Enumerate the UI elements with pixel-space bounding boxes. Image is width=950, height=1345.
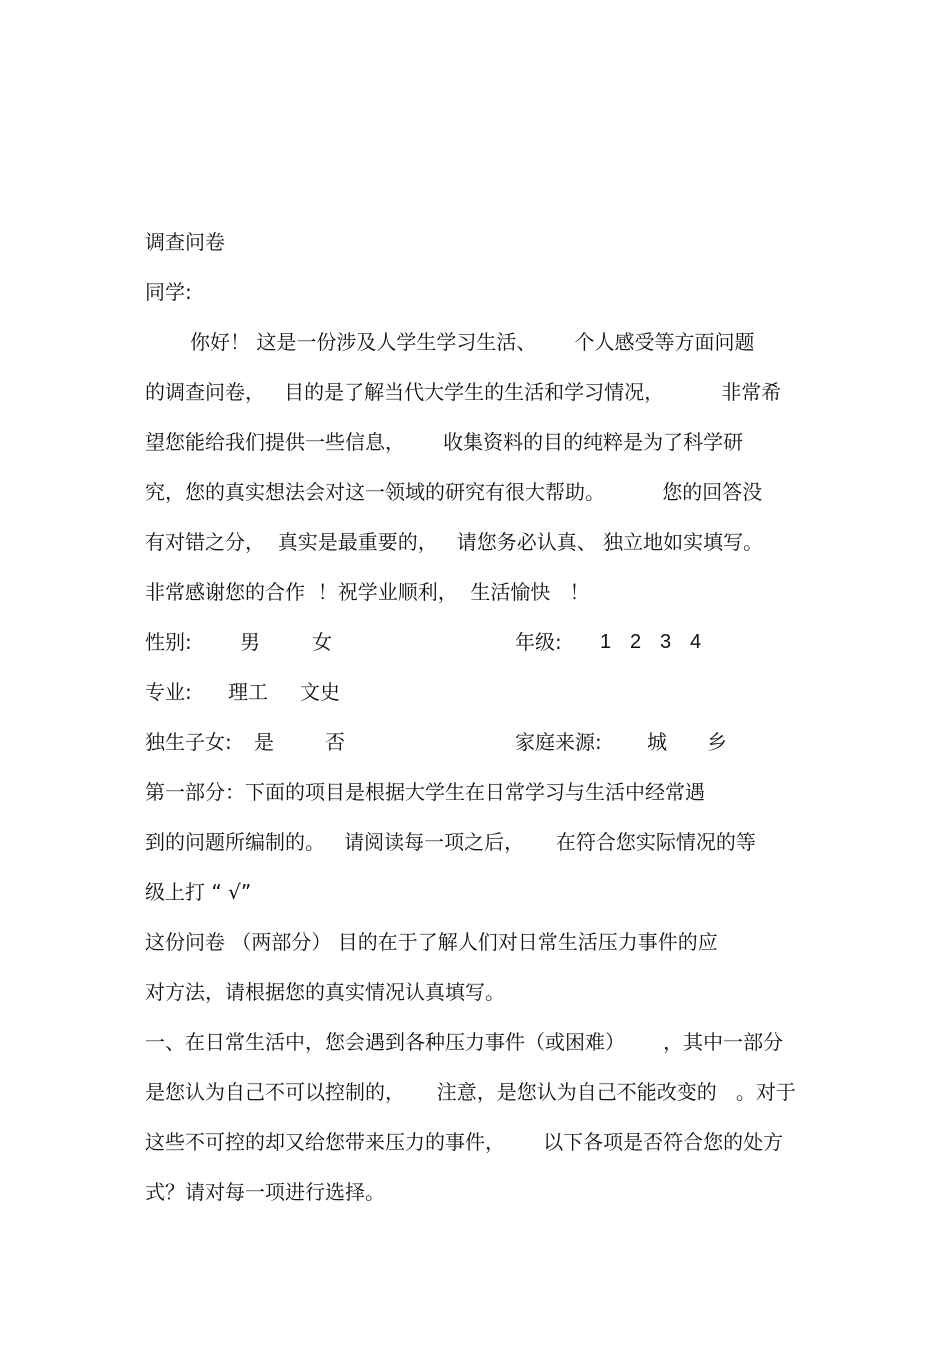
intro-line: 有对错之分， 真实是最重要的， 请您务必认真、 独立地如实填写。	[145, 530, 764, 554]
only-child-label: 独生子女:	[145, 730, 232, 754]
section-one-line: 是您认为自己不可以控制的， 注意，是您认为自己不能改变的 。对于	[145, 1080, 796, 1104]
intro-line: 非常感谢您的合作 ！祝学业顺利， 生活愉快 ！	[145, 580, 590, 604]
gender-option-male[interactable]: 男	[240, 630, 260, 654]
greeting: 同学:	[145, 280, 192, 304]
part-one-line: 级上打 “ √”	[145, 880, 252, 904]
origin-label: 家庭来源:	[515, 730, 602, 754]
intro-line: 望您能给我们提供一些信息， 收集资料的目的纯粹是为了科学研	[145, 430, 744, 454]
grade-option-2[interactable]: 2	[630, 631, 642, 653]
origin-option-rural[interactable]: 乡	[707, 730, 727, 754]
only-child-option-no[interactable]: 否	[325, 730, 345, 754]
grade-option-3[interactable]: 3	[660, 631, 672, 653]
grade-option-1[interactable]: 1	[600, 631, 612, 653]
major-option-science[interactable]: 理工	[228, 680, 268, 704]
origin-option-city[interactable]: 城	[647, 730, 667, 754]
intro-line: 你好！ 这是一份涉及人学生学习生活、 个人感受等方面问题	[190, 330, 755, 354]
major-label: 专业:	[145, 680, 192, 704]
gender-option-female[interactable]: 女	[312, 630, 332, 654]
note-line: 对方法，请根据您的真实情况认真填写。	[145, 980, 505, 1004]
part-one-line: 第一部分：下面的项目是根据大学生在日常学习与生活中经常遇	[145, 780, 705, 804]
note-line: 这份问卷 （两部分） 目的在于了解人们对日常生活压力事件的应	[145, 930, 718, 954]
grade-label: 年级:	[515, 630, 562, 654]
section-one-line: 一、在日常生活中，您会遇到各种压力事件（或困难） ，其中一部分	[145, 1030, 784, 1054]
only-child-option-yes[interactable]: 是	[254, 730, 274, 754]
grade-option-4[interactable]: 4	[690, 631, 702, 653]
section-one-line: 这些不可控的却又给您带来压力的事件， 以下各项是否符合您的处方	[145, 1130, 784, 1154]
major-option-humanities[interactable]: 文史	[300, 680, 340, 704]
gender-label: 性别:	[145, 630, 192, 654]
intro-line: 的调查问卷， 目的是了解当代大学生的生活和学习情况， 非常希	[145, 380, 782, 404]
intro-line: 究，您的真实想法会对这一领域的研究有很大帮助。 您的回答没	[145, 480, 763, 504]
section-one-line: 式？请对每一项进行选择。	[145, 1180, 385, 1204]
document-title: 调查问卷	[145, 230, 225, 254]
part-one-line: 到的问题所编制的。 请阅读每一项之后， 在符合您实际情况的等	[145, 830, 756, 854]
